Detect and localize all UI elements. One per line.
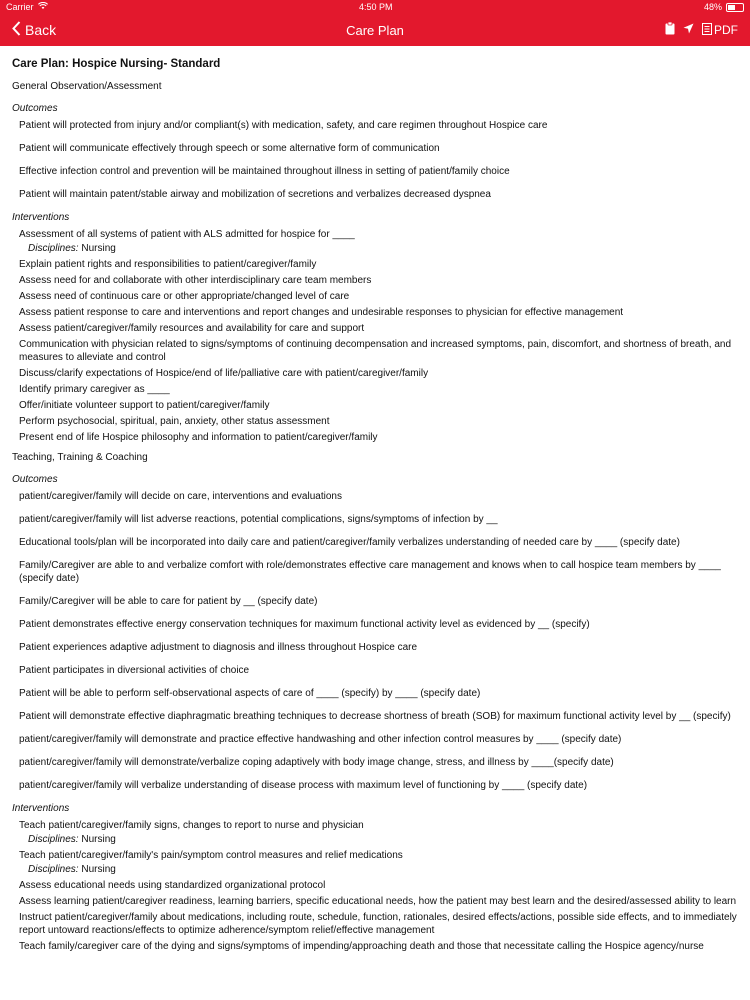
back-label: Back (25, 22, 57, 38)
disciplines-label: Disciplines: (28, 834, 79, 845)
intervention-item: Identify primary caregiver as ____ (19, 384, 170, 395)
outcome-item: Family/Caregiver are able to and verbalize comfort with role/demonstrates effective care management and knows when to call hospice team members by ____ (specify date) (19, 560, 721, 584)
care-plan-content (0, 46, 750, 953)
intervention-item: Perform psychosocial, spiritual, pain, anxiety, other status assessment (19, 416, 330, 427)
outcome-item: Patient participates in diversional activities of choice (19, 665, 250, 676)
status-left (6, 2, 48, 12)
interventions-heading: Interventions (12, 212, 70, 223)
status-right (704, 2, 744, 12)
pdf-label: PDF (714, 23, 738, 37)
battery-percent: 48% (703, 2, 722, 12)
outcome-item: Patient will be able to perform self-observational aspects of care of ____ (specify) by ____ (specify date) (19, 688, 481, 699)
outcome-item: Educational tools/plan will be incorporated into daily care and patient/caregiver/family verbalizes understanding of needed care by ____ (specify date) (19, 537, 680, 548)
outcome-item: patient/caregiver/family will demonstrate/verbalize coping adaptively with body image change, stress, and illness by ____(specify date) (19, 757, 614, 768)
disciplines-line (12, 242, 738, 255)
intervention-item: Assess need of continuous care or other appropriate/changed level of care (19, 291, 350, 302)
outcome-item: patient/caregiver/family will demonstrate and practice effective handwashing and other infection control measures by ____ (specify date) (19, 734, 622, 745)
carrier-label: Carrier (6, 2, 34, 12)
intervention-item: Teach patient/caregiver/family signs, changes to report to nurse and physician (19, 820, 364, 831)
outcome-item: Family/Caregiver will be able to care for patient by __ (specify date) (19, 596, 318, 607)
outcome-item: Patient will communicate effectively through speech or some alternative form of communication (19, 143, 440, 154)
clipboard-icon[interactable] (665, 22, 675, 38)
wifi-icon (38, 2, 48, 12)
outcomes-heading: Outcomes (12, 103, 58, 114)
intervention-item: Explain patient rights and responsibilities to patient/caregiver/family (19, 259, 317, 270)
intervention-item: Assessment of all systems of patient with ALS admitted for hospice for ____ (19, 229, 355, 240)
disciplines-value: Nursing (81, 243, 116, 254)
disciplines-line (12, 863, 738, 876)
outcome-item: patient/caregiver/family will decide on care, interventions and evaluations (19, 491, 342, 502)
section-title: Teaching, Training & Coaching (12, 452, 148, 463)
intervention-item: Assess learning patient/caregiver readiness, learning barriers, specific educational needs, how the patient may best learn and the desired/assessed ability to learn (19, 896, 737, 907)
intervention-item: Assess educational needs using standardized organizational protocol (19, 880, 326, 891)
outcome-item: Patient will demonstrate effective diaphragmatic breathing techniques to decrease shortness of breath (SOB) for maximum functional activity level by __ (specify) (19, 711, 731, 722)
outcome-item: patient/caregiver/family will list adverse reactions, potential complications, signs/symptoms of infection by __ (19, 514, 498, 525)
intervention-item: Assess patient response to care and interventions and report changes and undesirable responses to physician for effective management (19, 307, 624, 318)
disciplines-label: Disciplines: (28, 864, 79, 875)
document-icon (702, 23, 712, 38)
nav-actions (665, 22, 738, 38)
nav-bar (0, 14, 750, 46)
intervention-item: Instruct patient/caregiver/family about medications, including route, schedule, function, rationales, desired effects/actions, possible side effects, and to immediately report untoward reactions/effects to optimize adherence/symptom relief/effective management (19, 912, 737, 936)
outcome-item: Patient will protected from injury and/or compliant(s) with medication, safety, and care regimen throughout Hospice care (19, 120, 548, 131)
intervention-item: Present end of life Hospice philosophy and information to patient/caregiver/family (19, 432, 378, 443)
intervention-item: Offer/initiate volunteer support to patient/caregiver/family (19, 400, 270, 411)
location-arrow-icon[interactable] (683, 23, 694, 37)
intervention-item: Discuss/clarify expectations of Hospice/end of life/palliative care with patient/caregiver/family (19, 368, 429, 379)
intervention-item: Communication with physician related to signs/symptoms of continuing decompensation and increased symptoms, pain, discomfort, and shortness of breath, and measures to alleviate and control (19, 339, 732, 363)
outcome-item: Patient experiences adaptive adjustment to diagnosis and illness throughout Hospice care (19, 642, 418, 653)
back-button[interactable] (12, 21, 56, 39)
intervention-item: Teach family/caregiver care of the dying and signs/symptoms of impending/approaching death and those that necessitate calling the Hospice agency/nurse (19, 941, 704, 952)
intervention-item: Teach patient/caregiver/family's pain/symptom control measures and relief medications (19, 850, 403, 861)
disciplines-value: Nursing (81, 864, 116, 875)
intervention-item: Assess need for and collaborate with other interdisciplinary care team members (19, 275, 372, 286)
intervention-item: Assess patient/caregiver/family resources and availability for care and support (19, 323, 365, 334)
disciplines-line (12, 833, 738, 846)
chevron-left-icon (12, 21, 21, 39)
outcome-item: Patient demonstrates effective energy conservation techniques for maximum functional activity level as evidenced by __ (specify) (19, 619, 590, 630)
pdf-button[interactable] (702, 23, 738, 38)
status-bar (0, 0, 750, 14)
status-time: 4:50 PM (358, 2, 393, 12)
disciplines-label: Disciplines: (28, 243, 79, 254)
outcome-item: Patient will maintain patent/stable airway and mobilization of secretions and verbalizes decreased dyspnea (19, 189, 491, 200)
battery-icon (726, 3, 744, 12)
care-plan-title: Care Plan: Hospice Nursing- Standard (12, 58, 221, 70)
section-title: General Observation/Assessment (12, 81, 162, 92)
outcomes-heading: Outcomes (12, 474, 58, 485)
page-title: Care Plan (346, 22, 404, 38)
interventions-heading: Interventions (12, 803, 70, 814)
outcome-item: Effective infection control and prevention will be maintained throughout illness in setting of patient/family choice (19, 166, 510, 177)
disciplines-value: Nursing (81, 834, 116, 845)
outcome-item: patient/caregiver/family will verbalize understanding of disease process with maximum level of functioning by ____ (specify date) (19, 780, 588, 791)
